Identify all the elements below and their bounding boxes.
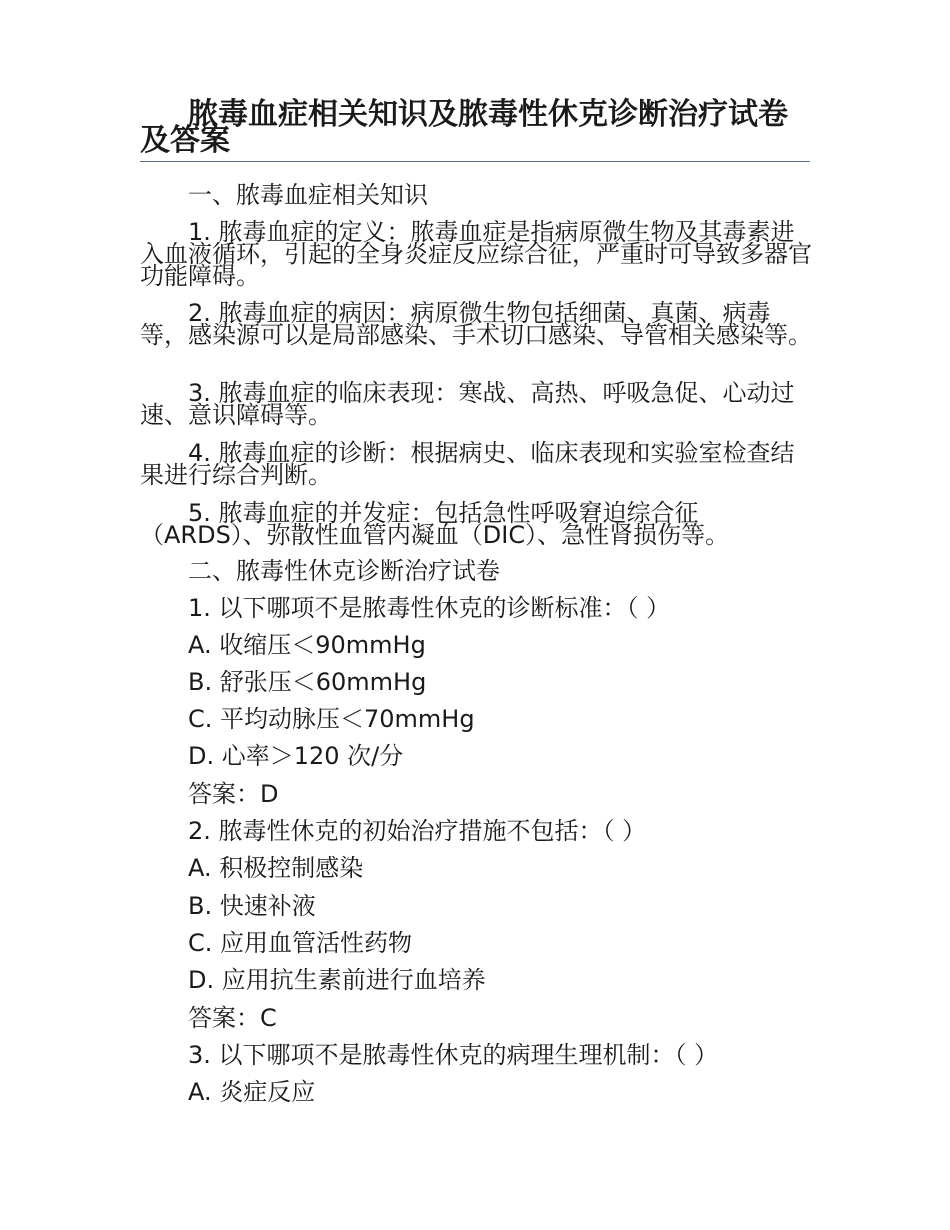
title-divider: [140, 161, 810, 162]
knowledge-item: 3. 脓毒血症的临床表现：寒战、高热、呼吸急促、心动过速、意识障碍等。: [140, 379, 795, 429]
question-option: D. 应用抗生素前进行血培养: [188, 966, 486, 994]
question-answer: 答案：C: [188, 1004, 277, 1032]
knowledge-item: 5. 脓毒血症的并发症：包括急性呼吸窘迫综合征（ARDS）、弥散性血管内凝血（DIC）、急性肾损伤等。: [140, 499, 730, 549]
question-answer: 答案：D: [188, 780, 279, 808]
question-stem: 1. 以下哪项不是脓毒性休克的诊断标准：（ ）: [188, 594, 671, 622]
knowledge-item: 4. 脓毒血症的诊断：根据病史、临床表现和实验室检查结果进行综合判断。: [140, 439, 795, 489]
section-heading: 一、脓毒血症相关知识: [188, 181, 428, 209]
question-option: D. 心率＞120 次/分: [188, 742, 404, 770]
question-option: A. 收缩压＜90mmHg: [188, 631, 426, 659]
question-option: B. 快速补液: [188, 892, 316, 920]
knowledge-item: 1. 脓毒血症的定义：脓毒血症是指病原微生物及其毒素进入血液循环，引起的全身炎症反应综合征，严重时可导致多器官功能障碍。: [140, 218, 812, 290]
question-option: A. 炎症反应: [188, 1078, 316, 1106]
question-option: C. 平均动脉压＜70mmHg: [188, 705, 475, 733]
question-stem: 2. 脓毒性休克的初始治疗措施不包括：（ ）: [188, 817, 647, 845]
question-stem: 3. 以下哪项不是脓毒性休克的病理生理机制：（ ）: [188, 1041, 719, 1069]
section-heading: 二、脓毒性休克诊断治疗试卷: [188, 557, 500, 585]
question-option: B. 舒张压＜60mmHg: [188, 668, 427, 696]
question-option: A. 积极控制感染: [188, 854, 364, 882]
question-option: C. 应用血管活性药物: [188, 929, 413, 957]
knowledge-item: 2. 脓毒血症的病因：病原微生物包括细菌、真菌、病毒等，感染源可以是局部感染、手术切口感染、导管相关感染等。: [140, 299, 812, 349]
document-title: 脓毒血症相关知识及脓毒性休克诊断治疗试卷及答案: [140, 97, 788, 158]
